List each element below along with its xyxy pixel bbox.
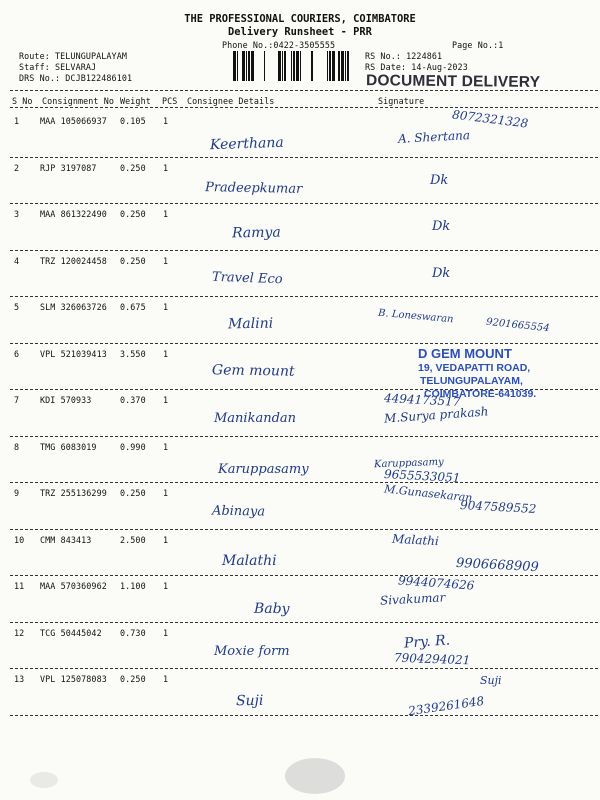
- row-consignment-number: RJP 3197087: [40, 162, 97, 173]
- row-sno: 8: [14, 441, 20, 452]
- row-divider: [10, 622, 598, 623]
- row-consignee-name: Malini: [227, 315, 274, 333]
- row-divider: [10, 575, 598, 576]
- row-divider: [10, 436, 598, 437]
- row-signature-phone: 9047589552: [459, 498, 537, 516]
- row-signature: Sivakumar: [379, 590, 446, 608]
- row-consignee-name: Karuppasamy: [218, 461, 309, 477]
- row-pcs: 1: [163, 162, 169, 173]
- row-pcs: 1: [163, 255, 169, 266]
- row-signature: Malathi: [391, 531, 440, 548]
- company-stamp-area: TELUNGUPALAYAM,: [420, 375, 523, 387]
- row-pcs: 1: [163, 581, 169, 591]
- row-consignee-name: Manikandan: [214, 411, 297, 426]
- row-signature: Pry. R.: [403, 631, 451, 652]
- row-pcs: 1: [163, 395, 169, 405]
- row-consignment-number: VPL 521039413: [40, 348, 107, 359]
- barcode-bar: [327, 51, 328, 81]
- row-consignment-number: TCG 50445042: [40, 627, 102, 638]
- barcode-bar: [248, 51, 250, 81]
- row-consignee-name: Travel Eco: [211, 269, 283, 287]
- row-signature-phone: 9201665554: [485, 316, 551, 335]
- row-sno: 13: [14, 674, 25, 684]
- route: Route: TELUNGUPALAYAM: [19, 51, 127, 61]
- col-consignment-header: Consignment No: [42, 96, 114, 106]
- row-signature: B. Loneswaran: [377, 307, 454, 326]
- row-sno: 3: [14, 209, 20, 219]
- barcode-bar: [278, 51, 281, 81]
- barcode-bar: [329, 51, 331, 81]
- row-consignee-name: Pradeepkumar: [204, 179, 303, 197]
- row-pcs: 1: [163, 488, 169, 498]
- row-sno: 7: [14, 395, 20, 405]
- row-weight: 2.500: [120, 534, 146, 545]
- row-consignment-number: CMM 843413: [40, 534, 92, 545]
- document-delivery-stamp: DOCUMENT DELIVERY: [365, 72, 541, 91]
- row-consignee-name: Moxie form: [214, 643, 290, 659]
- row-consignment-number: SLM 326063726: [40, 302, 107, 312]
- header-bottom-rule: [10, 107, 598, 108]
- row-divider: [10, 203, 598, 204]
- row-signature: Karuppasamy: [373, 456, 444, 470]
- barcode-bar: [282, 51, 283, 81]
- row-signature: Dk: [432, 265, 451, 281]
- row-signature-phone: 8072321328: [451, 107, 529, 131]
- barcode-bar: [300, 51, 301, 81]
- row-weight: 0.730: [120, 627, 146, 638]
- row-consignment-number: TRZ 255136299: [40, 488, 107, 498]
- barcode-bar: [296, 51, 299, 81]
- row-weight: 0.370: [120, 395, 146, 405]
- row-signature: Dk: [430, 172, 449, 188]
- row-consignee-name: Ramya: [231, 224, 281, 242]
- row-consignee-name: Abinaya: [211, 503, 266, 520]
- barcode-bar: [246, 51, 247, 81]
- header-top-rule: [10, 90, 598, 91]
- barcode-bar: [251, 51, 254, 81]
- barcode-bar: [293, 51, 295, 81]
- row-sno: 4: [14, 255, 20, 266]
- company-stamp-name: D GEM MOUNT: [418, 346, 512, 361]
- barcode-bar: [242, 51, 245, 81]
- row-sno: 2: [14, 162, 20, 173]
- row-consignment-number: MAA 105066937: [40, 116, 107, 126]
- row-sno: 5: [14, 302, 20, 312]
- row-sno: 12: [14, 627, 25, 638]
- row-consignee-name: Gem mount: [211, 361, 295, 380]
- row-divider: [10, 715, 598, 716]
- row-consignee-name: Malathi: [222, 552, 277, 569]
- row-pcs: 1: [163, 674, 169, 684]
- row-consignee-name: Keerthana: [209, 134, 284, 154]
- row-consignment-number: MAA 570360962: [40, 581, 107, 591]
- company-stamp-address: 19, VEDAPATTI ROAD,: [418, 362, 531, 374]
- row-consignment-number: TRZ 120024458: [40, 255, 107, 266]
- row-sno: 6: [14, 348, 20, 359]
- document-subtitle: Delivery Runsheet - PRR: [228, 26, 372, 38]
- row-divider: [10, 296, 598, 297]
- row-divider: [10, 250, 598, 251]
- row-weight: 3.550: [120, 348, 146, 359]
- scan-smudge: [30, 772, 58, 788]
- rs-date: RS Date: 14-Aug-2023: [365, 62, 468, 72]
- row-divider: [10, 668, 598, 669]
- row-sno: 9: [14, 488, 20, 498]
- row-divider: [10, 529, 598, 530]
- row-signature: Dk: [432, 219, 451, 234]
- staff: Staff: SELVARAJ: [19, 62, 97, 72]
- row-weight: 0.105: [120, 116, 146, 126]
- barcode-bar: [338, 51, 340, 81]
- row-consignment-number: KDI 570933: [40, 395, 92, 405]
- row-weight: 0.250: [120, 488, 146, 498]
- row-pcs: 1: [163, 348, 169, 359]
- row-pcs: 1: [163, 302, 169, 312]
- row-signature-phone: 9655533051: [383, 466, 461, 485]
- col-pcs-header: PCS: [162, 96, 178, 106]
- row-signature-phone: 9906668909: [455, 555, 540, 575]
- row-pcs: 1: [163, 209, 169, 219]
- row-pcs: 1: [163, 534, 169, 545]
- row-signature-phone: 4494173517: [383, 391, 461, 409]
- barcode-bar: [332, 51, 335, 81]
- row-pcs: 1: [163, 116, 169, 126]
- phone-number: Phone No.:0422-3505555: [222, 40, 336, 50]
- row-weight: 0.250: [120, 162, 146, 173]
- row-consignment-number: TMG 6083019: [40, 441, 97, 452]
- barcode-bar: [311, 51, 313, 81]
- col-weight-header: Weight: [120, 96, 151, 106]
- barcode-bar: [345, 51, 346, 81]
- barcode-bar: [264, 51, 265, 81]
- barcode-bar: [284, 51, 286, 81]
- row-consignee-name: Baby: [253, 600, 290, 618]
- row-pcs: 1: [163, 441, 169, 452]
- col-sno-header: S No: [12, 96, 33, 106]
- row-divider: [10, 343, 598, 344]
- row-sno: 10: [14, 534, 25, 545]
- scan-smudge: [285, 758, 345, 794]
- row-pcs: 1: [163, 627, 169, 638]
- document-title: THE PROFESSIONAL COURIERS, COIMBATORE: [184, 13, 416, 25]
- row-weight: 0.990: [120, 441, 146, 452]
- row-signature: M.Surya prakash: [383, 404, 489, 426]
- row-divider: [10, 482, 598, 483]
- barcode-bar: [341, 51, 344, 81]
- company-stamp-city: COIMBATORE-641039.: [424, 388, 537, 400]
- row-signature-phone: 7904294021: [393, 650, 471, 667]
- row-sno: 11: [14, 581, 25, 591]
- barcode: [233, 51, 359, 81]
- drs-number: DRS No.: DCJB122486101: [19, 73, 133, 83]
- row-signature: A. Shertana: [397, 128, 471, 146]
- row-weight: 0.250: [120, 209, 146, 219]
- row-signature-phone: 9944074626: [397, 573, 475, 593]
- row-consignee-name: Suji: [235, 692, 264, 710]
- row-consignment-number: VPL 125078083: [40, 674, 107, 684]
- barcode-bar: [237, 51, 238, 81]
- row-divider: [10, 157, 598, 158]
- row-weight: 0.250: [120, 255, 146, 266]
- row-weight: 1.100: [120, 581, 146, 591]
- row-weight: 0.675: [120, 302, 146, 312]
- row-signature: M.Gunasekaran: [383, 482, 473, 505]
- barcode-bar: [291, 51, 292, 81]
- row-sno: 1: [14, 116, 20, 126]
- row-signature: Suji: [480, 674, 502, 687]
- rs-number: RS No.: 1224861: [365, 51, 443, 61]
- barcode-bar: [347, 51, 349, 81]
- row-consignment-number: MAA 861322490: [40, 209, 107, 219]
- page-number: Page No.:1: [452, 40, 504, 50]
- barcode-bar: [233, 51, 236, 81]
- row-weight: 0.250: [120, 674, 146, 684]
- col-consignee-header: Consignee Details: [187, 96, 275, 106]
- row-signature-phone: 2339261648: [407, 693, 485, 719]
- col-signature-header: Signature: [378, 96, 425, 106]
